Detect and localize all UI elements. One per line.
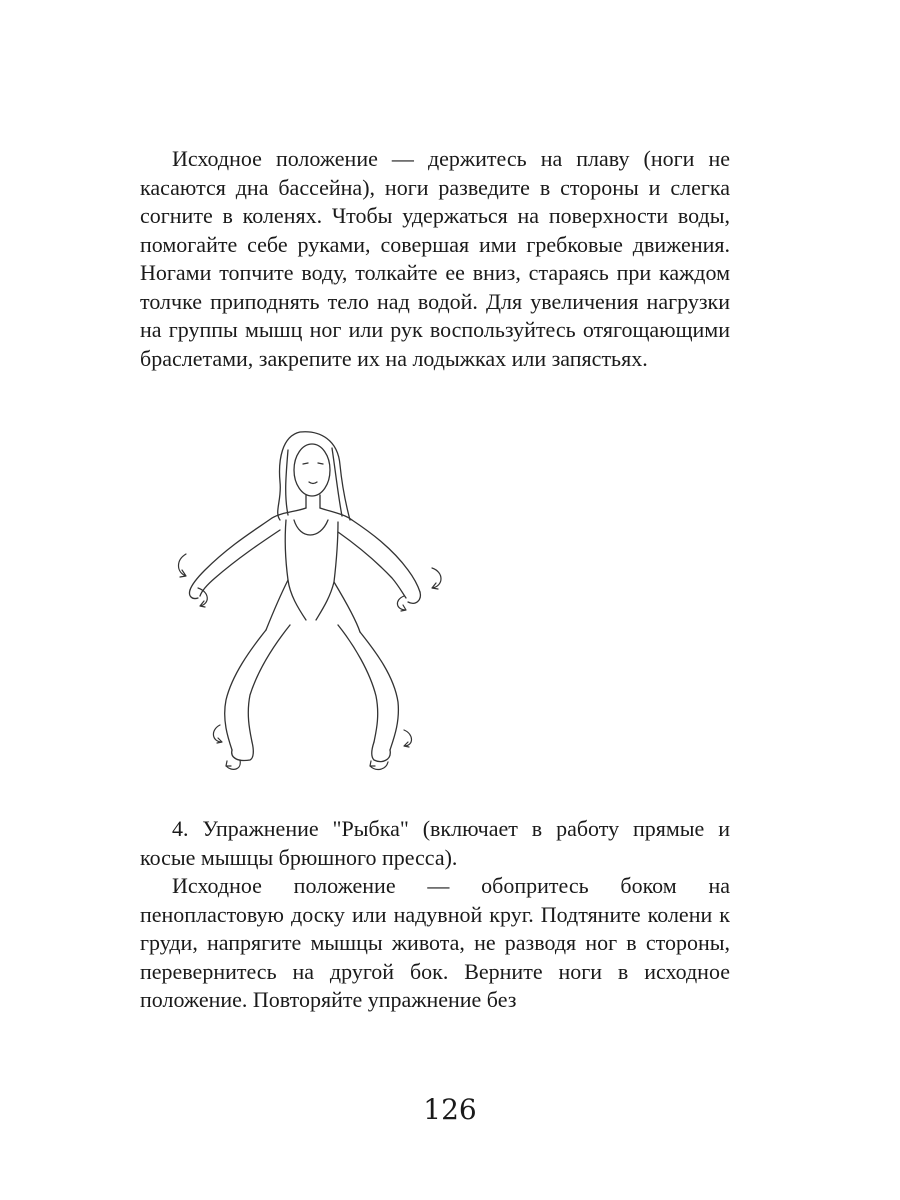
bottom-text-block	[140, 815, 730, 1015]
left-leg	[225, 625, 290, 750]
swimsuit-neckline	[294, 520, 328, 535]
neck	[306, 495, 320, 508]
left-foot	[232, 742, 254, 761]
mouth	[309, 482, 317, 484]
left-arm	[190, 518, 280, 596]
page-number: 126	[423, 1093, 477, 1126]
hair-strands	[286, 448, 342, 516]
right-hand	[408, 592, 420, 603]
arrow-left-hand-top	[179, 554, 187, 577]
arrow-right-hand-top	[432, 568, 441, 589]
arrow-right-hand-bottom	[397, 596, 406, 611]
left-hand	[189, 590, 198, 599]
illustration-treading-water	[170, 420, 460, 785]
eyes	[303, 463, 323, 464]
top-text-block	[140, 145, 730, 373]
arrow-left-foot-top	[213, 725, 222, 743]
hair-outline	[278, 432, 350, 520]
hips	[266, 580, 360, 632]
right-arm	[338, 520, 420, 598]
motion-arrows	[179, 554, 442, 769]
face	[294, 444, 330, 496]
paragraph-starting-position: Исходное положение — держитесь на плаву (ноги не касаются дна бассейна), ноги разведите в стороны и слегка согните в коленях. Чтобы удержаться на поверхности воды, помогайте себе руками, совершая ими гребковые движения. Ногами топчите воду, толкайте ее вниз, стараясь при каждом толчке приподнять тело над водой. Для увеличения нагрузки на группы мышц ног или рук воспользуйтесь отягощающими браслетами, закрепите их на лодыжках или запястьях.	[140, 146, 730, 371]
exercise-heading: 4. Упражнение "Рыбка" (включает в работу прямые и косые мышцы брюшного пресса).	[140, 816, 730, 870]
arrow-right-foot-top	[404, 730, 412, 747]
right-foot	[372, 742, 391, 762]
arrow-right-foot-bottom	[370, 761, 388, 769]
shoulders	[272, 508, 352, 520]
arrow-left-hand-bottom	[198, 588, 207, 607]
torso-left	[285, 520, 306, 620]
woman-sketch-drawing	[170, 420, 460, 785]
right-leg	[338, 625, 398, 750]
torso-right	[316, 522, 338, 620]
paragraph-exercise-description: Исходное положение — обопритесь боком на пенопластовую доску или надувной круг. Подтяните колени к груди, напрягите мышцы живота, не разводя ног в стороны, перевернитесь на другой бок. Верните ноги в исходное положение. Повторяйте упражнение без	[140, 873, 730, 1012]
arrow-left-foot-bottom	[226, 760, 240, 769]
